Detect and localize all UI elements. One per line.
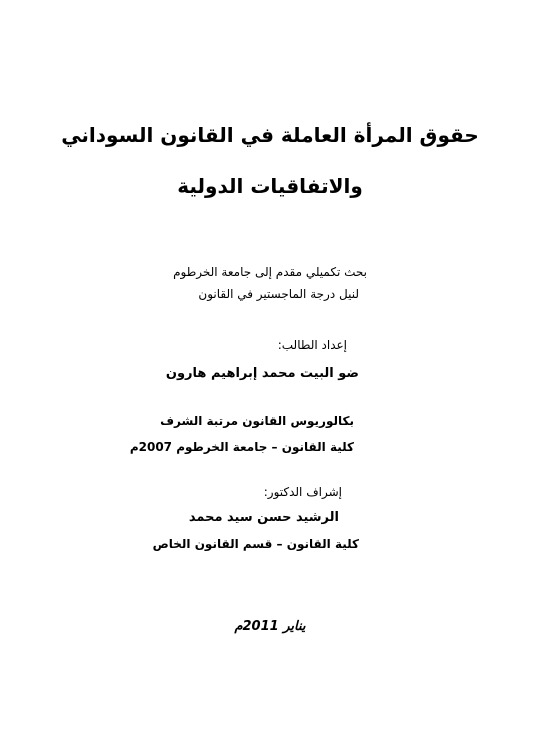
thesis-title-line-1: حقوق المرأة العاملة في القانون السوداني bbox=[61, 123, 479, 147]
supervisor-label: إشراف الدكتور: bbox=[263, 485, 342, 499]
submission-date: يناير 2011م bbox=[234, 619, 306, 634]
supervisor-name: الرشيد حسن سيد محمد bbox=[188, 510, 339, 525]
submission-statement-line-2: لنيل درجة الماجستير في القانون bbox=[198, 287, 359, 301]
thesis-title-line-2: والاتفاقيات الدولية bbox=[177, 174, 363, 198]
student-name: ضو البيت محمد إبراهيم هارون bbox=[165, 366, 359, 381]
supervisor-department: كلية القانون – قسم القانون الخاص bbox=[152, 537, 359, 551]
student-degree: بكالوريوس القانون مرتبة الشرف bbox=[160, 414, 354, 428]
student-faculty: كلية القانون – جامعة الخرطوم 2007م bbox=[129, 440, 354, 454]
prepared-by-label: إعداد الطالب: bbox=[277, 338, 347, 352]
submission-statement-line-1: بحث تكميلي مقدم إلى جامعة الخرطوم bbox=[173, 265, 367, 279]
